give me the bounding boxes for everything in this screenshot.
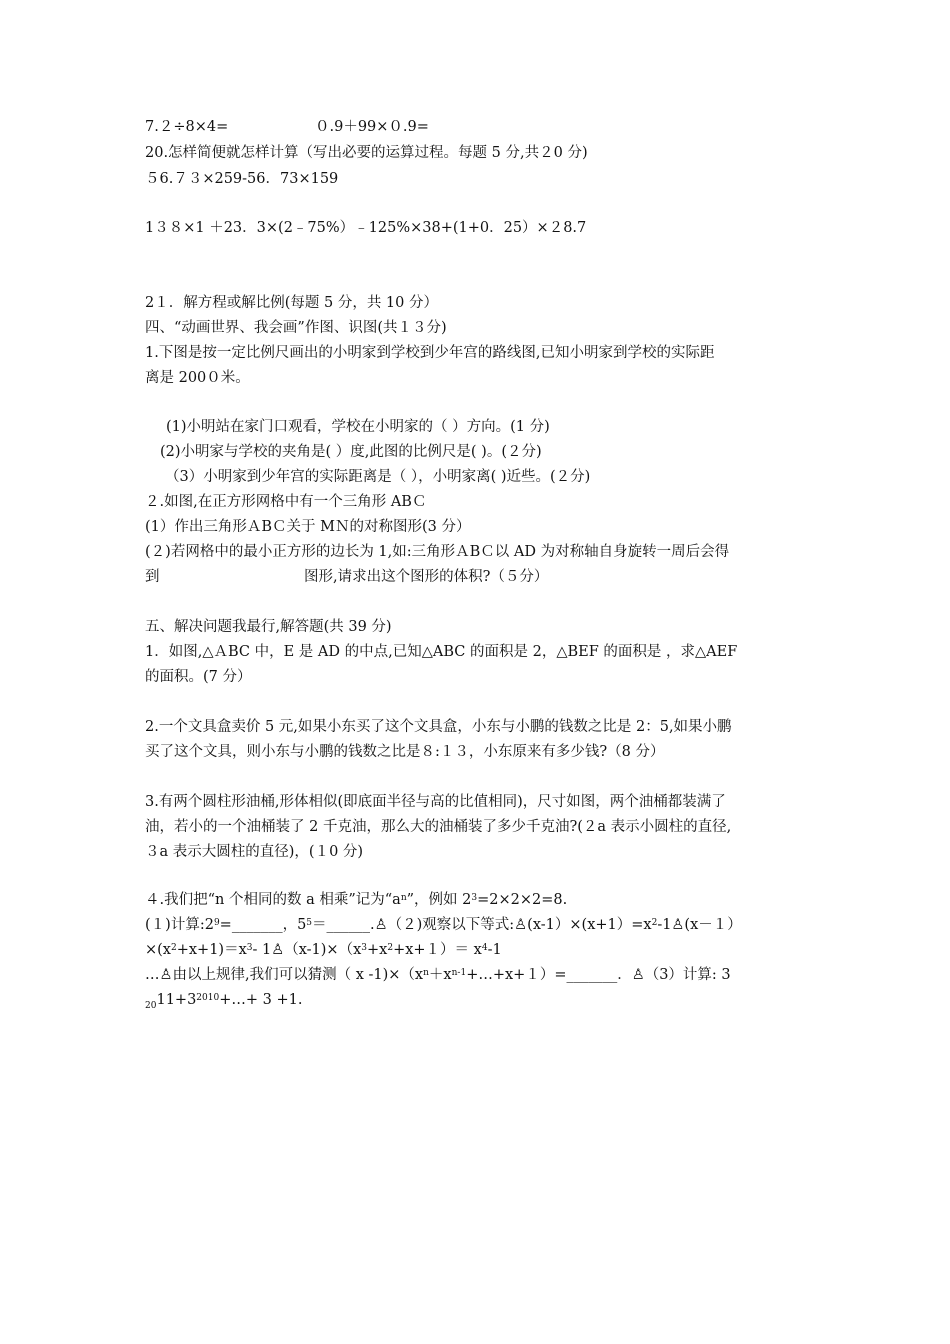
section-5-q3-line-2: 油，若小的一个油桶装了 2 千克油，那么大的油桶装了多少千克油?(２a 表示小圆柱的直径, [145,819,732,835]
line-calc-2: ０.9＋99×０.9= [315,119,429,135]
section-4-q1-sub-3: （3）小明家到少年宫的实际距离是（ ），小明家离( )近些。(２分) [165,469,591,485]
section-4-q2-sub-2: (２)若网格中的最小正方形的边长为 1,如:三角形ＡBＣ以 AD 为对称轴自身旋转一周后会得 [145,544,730,560]
section-5-q3-line-3: ３a 表示大圆柱的直径)，(１0 分) [145,844,364,860]
section-4-q1-sub-1: (1)小明站在家门口观看，学校在小明家的（ ）方向。(1 分) [166,419,550,435]
section-4-q2-sub-2-cont-b: 图形,请求出这个图形的体积?（５分） [304,569,549,585]
section-4-heading: 四、“动画世界、我会画”作图、识图(共１３分) [145,320,447,336]
question-21-heading: 2１．解方程或解比例(每题 5 分，共 10 分） [145,295,438,311]
section-5-q4-line-2: (１)计算$:2^9=\_\_\_\_\_\_\_$，$5^5=\_\_\_\_\_\_.♙(2)$观察以下等式$:♙(x-1)\times(x+1)=x^2-1♙(x-1)$ [145,917,742,933]
section-4-q2-line-1: ２.如图,在正方形网格中有一个三角形 ABＣ [145,494,427,510]
section-5-q4-line-4: …♙由以上规律,我们可以猜测（ x $-1)\times(x^n+x^{n-1}+\dots+x+1)=\_\_\_\_\_\_\_$．♙（3）计算: 3 [145,967,731,983]
section-5-q4-line-1: ４.我们把“n 个相同的数 a 相乘”记为“$a^n$”，例如 $2^3=2\times 2\times 2=8$. [145,892,568,908]
section-4-q1-line-2: 离是 200０米。 [145,370,250,386]
section-4-q2-sub-1: (1）作出三角形ＡBＣ关于 MＮ的对称图形(3 分） [145,519,471,535]
question-20-item-2: 1３８×1 ＋23．3×(2﹣75%）﹣125%×38+(1+0．25）×２8.7 [145,220,587,236]
section-5-q3-line-1: 3.有两个圆柱形油桶,形体相似(即底面半径与高的比值相同)，尺寸如图，两个油桶都装满了 [145,794,726,810]
section-5-q4-line-5: $_{20}11+3^{2010}+\dots+ 3 +1$. [145,992,303,1011]
section-4-q1-sub-2: (2)小明家与学校的夹角是( ）度,此图的比例尺是( )。(２分) [160,444,542,460]
section-5-heading: 五、解决问题我最行,解答题(共 39 分) [145,619,392,635]
section-5-q2-line-1: 2.一个文具盒卖价 5 元,如果小东买了这个文具盒，小东与小鹏的钱数之比是 2：5,如果小鹏 [145,719,732,735]
section-5-q1-line-2: 的面积。(7 分） [145,669,252,685]
question-20-heading: 20.怎样简便就怎样计算（写出必要的运算过程。每题 5 分,共２0 分) [145,145,588,161]
question-20-item-1: ５6.７３×259-56．73×159 [145,171,339,187]
section-5-q4-line-3: $\times(x^2+x+1)=x^3-$ $1♙(x-1)\times(x^3+x^2+x+1)= x^4-1$ [145,942,502,958]
section-5-q1-line-1: 1．如图,△ＡBC 中，E 是 AD 的中点,已知△ABC 的面积是 2，△BEF 的面积是 ，求△AEF [145,644,738,660]
line-calc-1: 7.２÷8×4= [145,119,229,135]
section-4-q1-line-1: 1.下图是按一定比例尺画出的小明家到学校到少年宫的路线图,已知小明家到学校的实际距 [145,345,715,361]
section-5-q2-line-2: 买了这个文具，则小东与小鹏的钱数之比是８:１３，小东原来有多少钱?（8 分） [145,744,665,760]
section-4-q2-sub-2-cont-a: 到 [145,569,160,585]
